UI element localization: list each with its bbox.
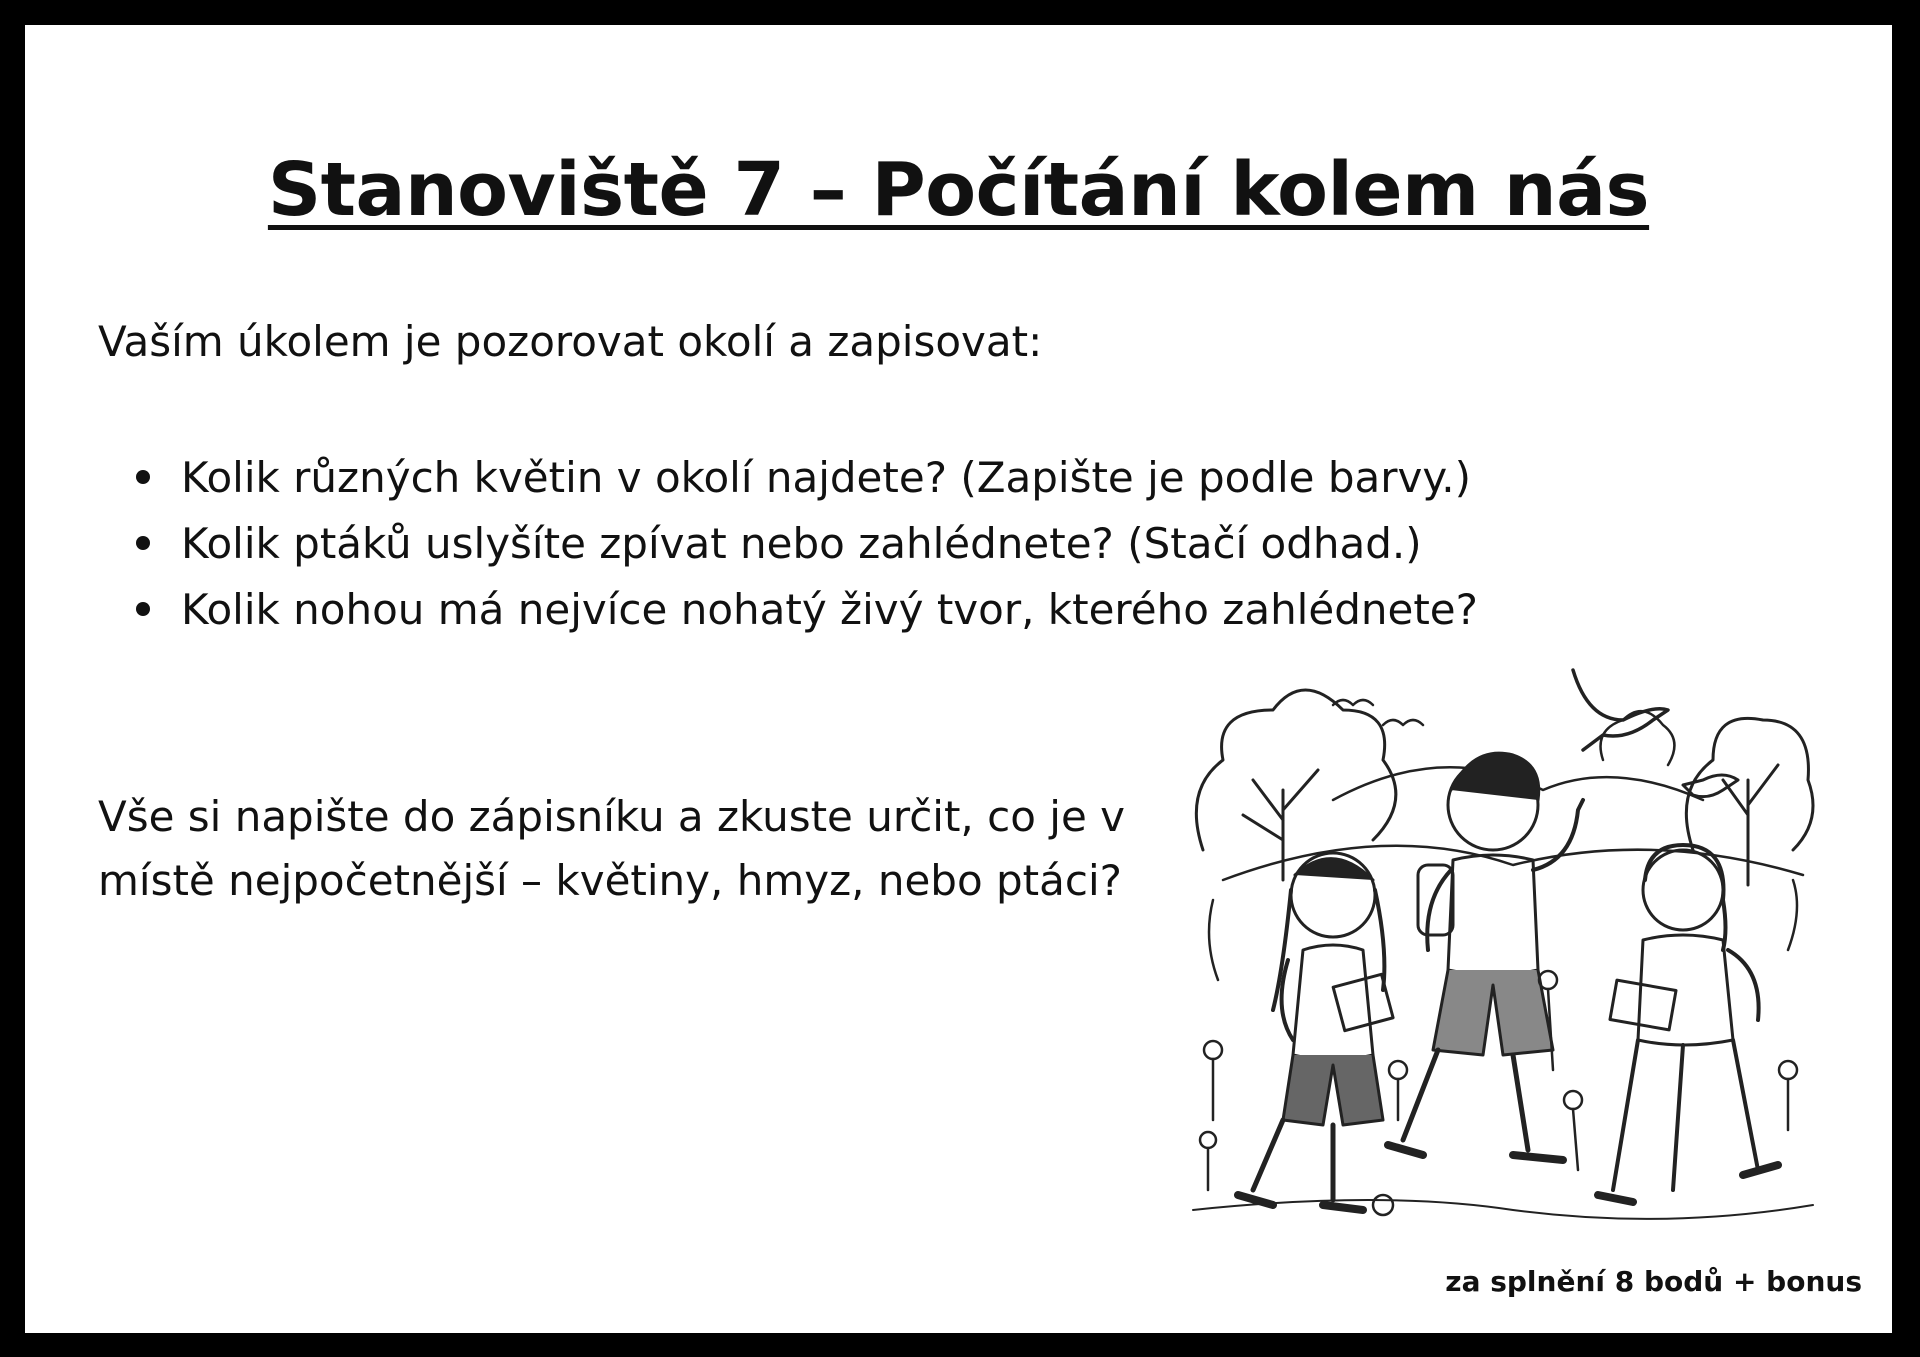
bullet-icon	[136, 536, 150, 550]
bullet-icon	[136, 602, 150, 616]
children-nature-illustration	[1183, 650, 1823, 1245]
closing-text: Vše si napište do zápisníku a zkuste určit, co je v místě nejpočetnější – květiny, hmyz, nebo ptáci?	[98, 792, 1125, 905]
task-text: Kolik ptáků uslyšíte zpívat nebo zahlédnete? (Stačí odhad.)	[181, 519, 1422, 568]
list-item	[98, 577, 1478, 643]
list-item	[98, 511, 1478, 577]
worksheet-page	[25, 25, 1892, 1333]
task-text: Kolik nohou má nejvíce nohatý živý tvor, kterého zahlédnete?	[181, 585, 1478, 634]
task-list	[98, 445, 1478, 643]
intro-text: Vaším úkolem je pozorovat okolí a zapisovat:	[98, 317, 1043, 366]
page-title: Stanoviště 7 – Počítání kolem nás	[267, 147, 1650, 233]
list-item	[98, 445, 1478, 511]
scoring-note: za splnění 8 bodů + bonus	[1445, 1265, 1862, 1298]
task-text: Kolik různých květin v okolí najdete? (Zapište je podle barvy.)	[181, 453, 1471, 502]
bullet-icon	[136, 470, 150, 484]
